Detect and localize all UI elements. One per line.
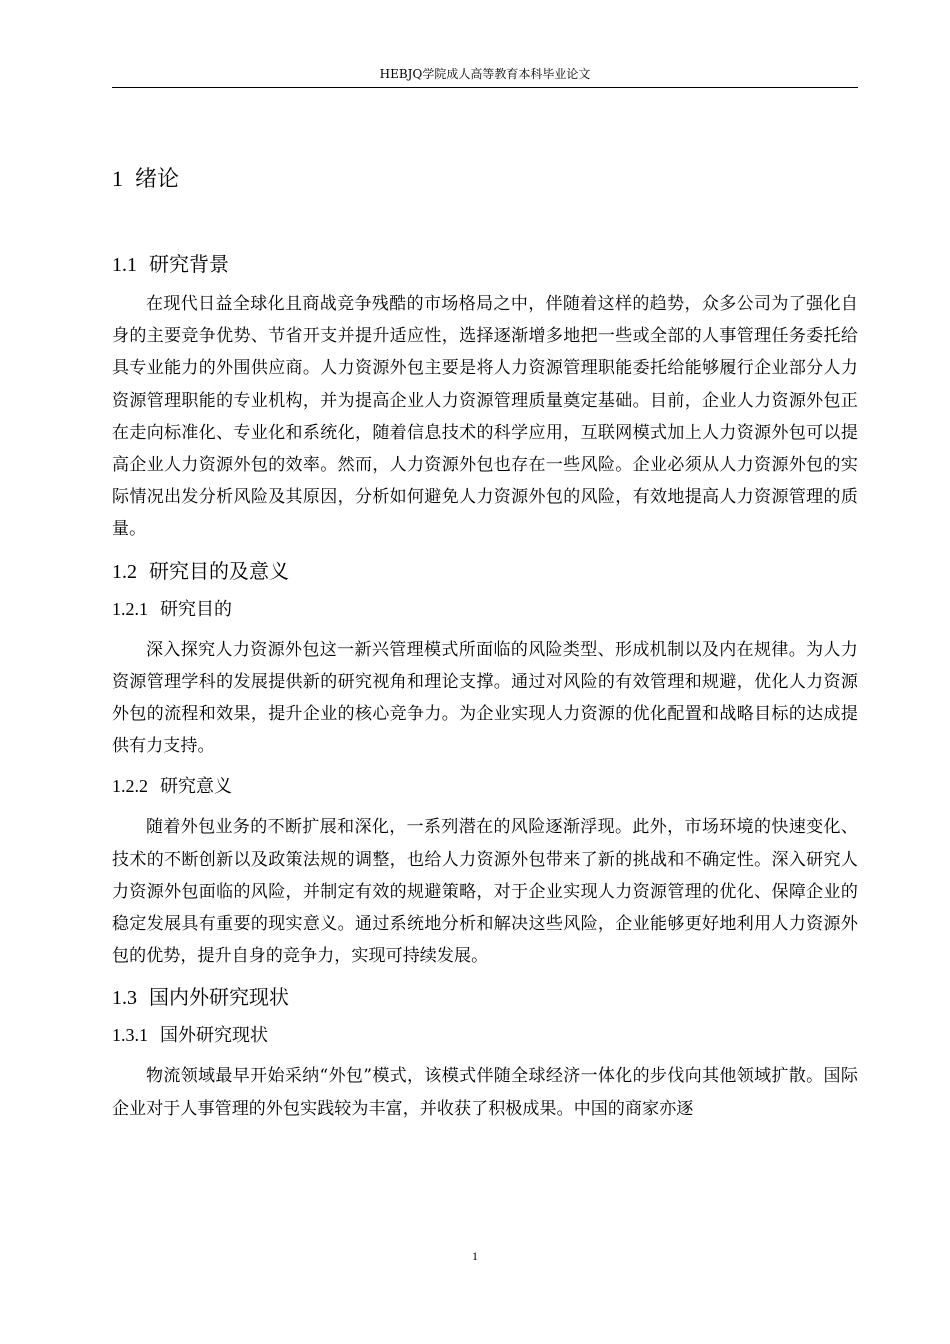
section-title: 研究目的及意义 xyxy=(149,558,289,583)
subsection-number: 1.3.1 xyxy=(112,1025,148,1046)
section-heading-1-3 xyxy=(112,982,858,1013)
chapter-heading xyxy=(112,164,858,195)
paragraph-research-purpose: 深入探究人力资源外包这一新兴管理模式所面临的风险类型、形成机制以及内在规律。为人力资源管理学科的发展提供新的研究视角和理论支撑。通过对风险的有效管理和规避，优化人力资源外包的流程和效果，提升企业的核心竞争力。为企业实现人力资源的优化配置和战略目标的达成提供有力支持。 xyxy=(112,639,858,757)
subsection-number: 1.2.2 xyxy=(112,776,148,797)
section-number: 1.3 xyxy=(112,987,137,1010)
paragraph-research-significance: 随着外包业务的不断扩展和深化，一系列潜在的风险逐渐浮现。此外，市场环境的快速变化、技术的不断创新以及政策法规的调整，也给人力资源外包带来了新的挑战和不确定性。深入研究人力资源外包面临的风险，并制定有效的规避策略，对于企业实现人力资源管理的优化、保障企业的稳定发展具有重要的现实意义。通过系统地分析和解决这些风险，企业能够更好地利用人力资源外包的优势，提升自身的竞争力，实现可持续发展。 xyxy=(112,817,858,967)
subsection-heading-1-2-1 xyxy=(112,595,858,624)
section-heading-1-1 xyxy=(112,249,858,280)
subsection-heading-1-3-1 xyxy=(112,1021,858,1050)
section-number: 1.2 xyxy=(112,560,137,583)
section-title: 研究背景 xyxy=(149,252,229,276)
page-body xyxy=(112,150,858,1135)
chapter-title: 绪论 xyxy=(135,167,180,192)
subsection-number: 1.2.1 xyxy=(112,598,148,619)
subsection-title: 国外研究现状 xyxy=(160,1025,268,1047)
paragraph-foreign-research: 物流领域最早开始采纳“外包”模式，该模式伴随全球经济一体化的步伐向其他领域扩散。国际企业对于人事管理的外包实践较为丰富，并收获了积极成果。中国的商家亦逐 xyxy=(112,1066,858,1119)
page-number: 1 xyxy=(472,1249,478,1263)
running-header: HEBJQ学院成人高等教育本科毕业论文 xyxy=(379,67,591,81)
chapter-number: 1 xyxy=(112,166,123,191)
subsection-title: 研究意义 xyxy=(160,776,232,798)
subsection-title: 研究目的 xyxy=(160,598,232,620)
subsection-heading-1-2-2 xyxy=(112,772,858,801)
section-number: 1.1 xyxy=(112,254,137,276)
paragraph-research-background: 在现代日益全球化且商战竞争残酷的市场格局之中，伴随着这样的趋势，众多公司为了强化自身的主要竞争优势、节省开支并提升适应性，选择逐渐增多地把一些或全部的人事管理任务委托给具专业能力的外围供应商。人力资源外包主要是将人力资源管理职能委托给能够履行企业部分人力资源管理职能的专业机构，并为提高企业人力资源管理质量奠定基础。目前，企业人力资源外包正在走向标准化、专业化和系统化，随着信息技术的科学应用，互联网模式加上人力资源外包可以提高企业人力资源外包的效率。然而，人力资源外包也存在一些风险。企业必须从人力资源外包的实际情况出发分析风险及其原因，分析如何避免人力资源外包的风险，有效地提高人力资源管理的质量。 xyxy=(112,294,858,540)
section-heading-1-2 xyxy=(112,556,858,587)
header-divider xyxy=(112,87,858,88)
section-title: 国内外研究现状 xyxy=(149,985,289,1010)
